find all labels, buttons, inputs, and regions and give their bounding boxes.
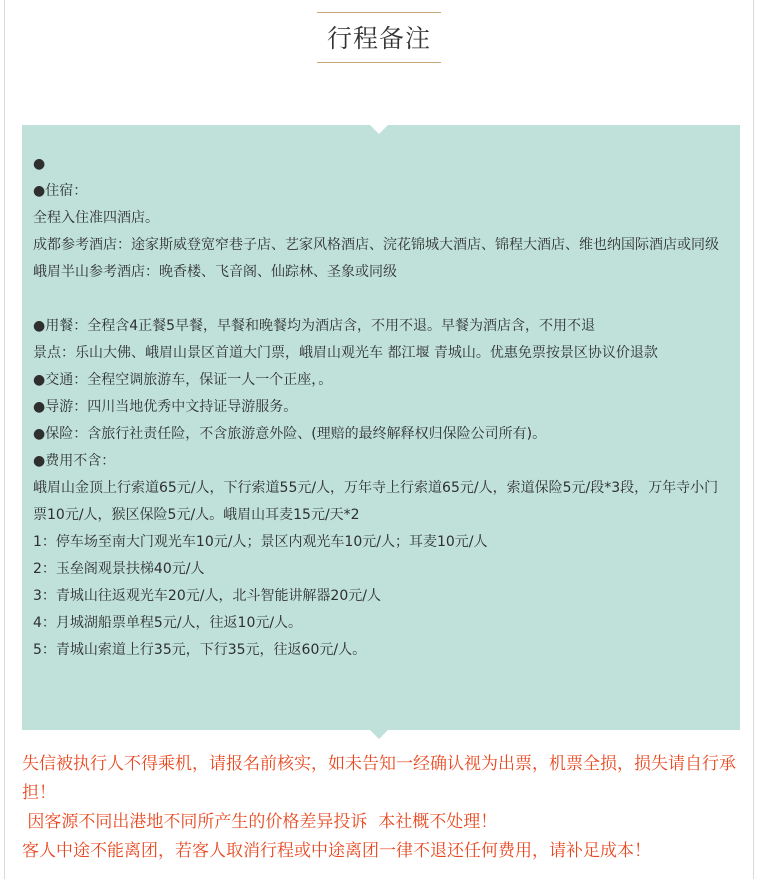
panel-line: 3：青城山往返观光车20元/人，北斗智能讲解器20元/人	[33, 588, 381, 604]
warning-notes	[22, 750, 744, 866]
panel-top-notch	[370, 125, 388, 134]
warning-note: 客人中途不能离团，若客人取消行程或中途离团一律不退还任何费用，请补足成本！	[22, 841, 651, 861]
panel-line: ●保险：含旅行社责任险，不含旅游意外险、(理赔的最终解释权归保险公司所有)。	[33, 426, 547, 442]
warning-note: 失信被执行人不得乘机，请报名前核实，如未告知一经确认视为出票，机票全损，损失请自行承担！	[22, 754, 736, 803]
panel-line	[33, 286, 730, 313]
panel-line: 全程入住准四酒店。	[33, 210, 159, 226]
panel-line: 2：玉垒阁观景扶梯40元/人	[33, 561, 205, 577]
panel-line: 成都参考酒店：途家斯威登宽窄巷子店、艺家风格酒店、浣花锦城大酒店、锦程大酒店、维也纳国际酒店或同级	[33, 237, 719, 253]
panel-line: 景点：乐山大佛、峨眉山景区首道大门票，峨眉山观光车 都江堰 青城山。优惠免票按景区协议价退款	[33, 345, 658, 361]
title-section	[0, 12, 758, 63]
panel-line: ●	[33, 156, 46, 172]
page-title: 行程备注	[317, 12, 441, 63]
warning-note: 因客源不同出港地不同所产生的价格差异投诉 本社概不处理！	[22, 812, 498, 832]
panel-line: 峨眉山金顶上行索道65元/人，下行索道55元/人，万年寺上行索道65元/人，索道保险5元/段*3段，万年寺小门票10元/人，猴区保险5元/人。峨眉山耳麦15元/天*2	[33, 480, 719, 523]
panel-bottom-notch	[370, 730, 388, 739]
panel-line: 1：停车场至南大门观光车10元/人；景区内观光车10元/人；耳麦10元/人	[33, 534, 488, 550]
panel-line: ●用餐：全程含4正餐5早餐，早餐和晚餐均为酒店含，不用不退。早餐为酒店含，不用不退	[33, 318, 596, 334]
panel-line: ●交通：全程空调旅游车，保证一人一个正座，。	[33, 372, 333, 388]
panel-line: ●导游：四川当地优秀中文持证导游服务。	[33, 399, 298, 415]
panel-line: 峨眉半山参考酒店：晚香楼、飞音阁、仙踪林、圣象或同级	[33, 264, 397, 280]
panel-line: ●住宿：	[33, 183, 88, 199]
itinerary-notes-panel	[22, 125, 740, 730]
panel-line: 4：月城湖船票单程5元/人，往返10元/人。	[33, 615, 303, 631]
panel-line: 5：青城山索道上行35元，下行35元，往返60元/人。	[33, 642, 367, 658]
panel-line: ●费用不含：	[33, 453, 116, 469]
